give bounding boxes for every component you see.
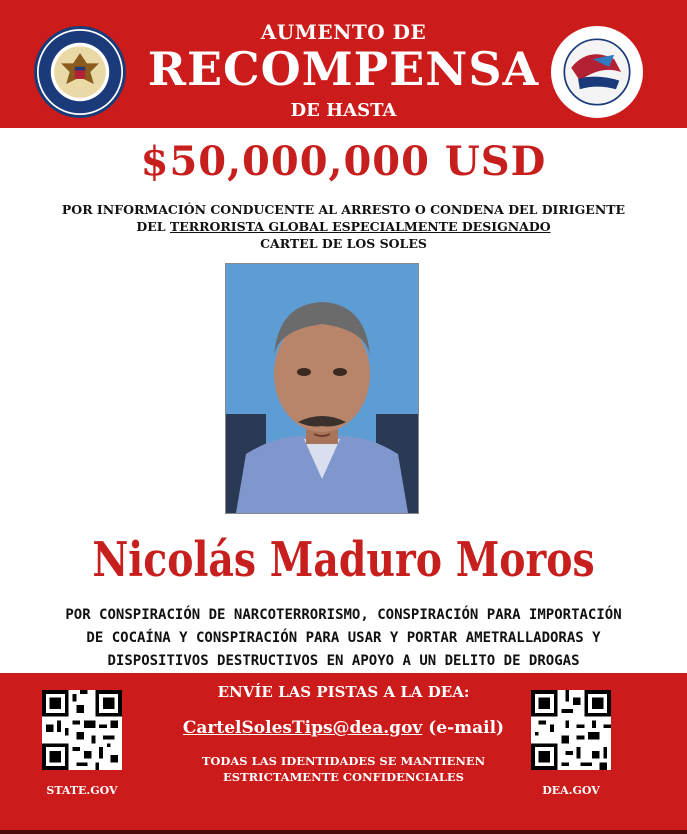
confidential-line-2: ESTRICTAMENTE CONFIDENCIALES [223,770,464,784]
tips-title: ENVÍE LAS PISTAS A LA DEA: [217,683,470,701]
qr-left-label: STATE.GOV [46,784,118,797]
header-band [0,0,687,128]
header-bottom-text: DE HASTA [290,100,397,121]
qr-code-dea-icon[interactable] [531,690,611,770]
info-line-2-underlined: TERRORISTA GLOBAL ESPECIALMENTE DESIGNADO [169,219,551,234]
info-line-2-prefix: DEL [136,219,170,234]
info-line-2 [0,219,687,234]
portrait-photo [225,263,419,514]
header-top-text: AUMENTO DE [260,20,427,44]
reward-amount: $50,000,000 USD [140,138,547,185]
confidential-line-1: TODAS LAS IDENTIDADES SE MANTIENEN [201,754,486,768]
wanted-person-name: Nicolás Maduro Moros [92,532,595,588]
charges-line-3: DISPOSITIVOS DESTRUCTIVOS EN APOYO A UN DELITO DE DROGAS [107,653,580,669]
info-line-3: CARTEL DE LOS SOLES [260,236,427,251]
charges-line-2: DE COCAÍNA Y CONSPIRACIÓN PARA USAR Y PORTAR AMETRALLADORAS Y [86,630,601,646]
header-main-text: RECOMPENSA [147,42,540,96]
charges-line-1: POR CONSPIRACIÓN DE NARCOTERRORISMO, CONSPIRACIÓN PARA IMPORTACIÓN [65,607,622,623]
footer-divider [0,830,687,834]
tips-email-link[interactable]: CartelSolesTips@dea.gov [182,718,423,738]
info-line-1: POR INFORMACIÓN CONDUCENTE AL ARRESTO O CONDENA DEL DIRIGENTE [61,202,626,217]
qr-right-label: DEA.GOV [542,784,600,797]
dea-seal-icon [551,26,643,118]
email-suffix: (e-mail) [422,718,505,738]
